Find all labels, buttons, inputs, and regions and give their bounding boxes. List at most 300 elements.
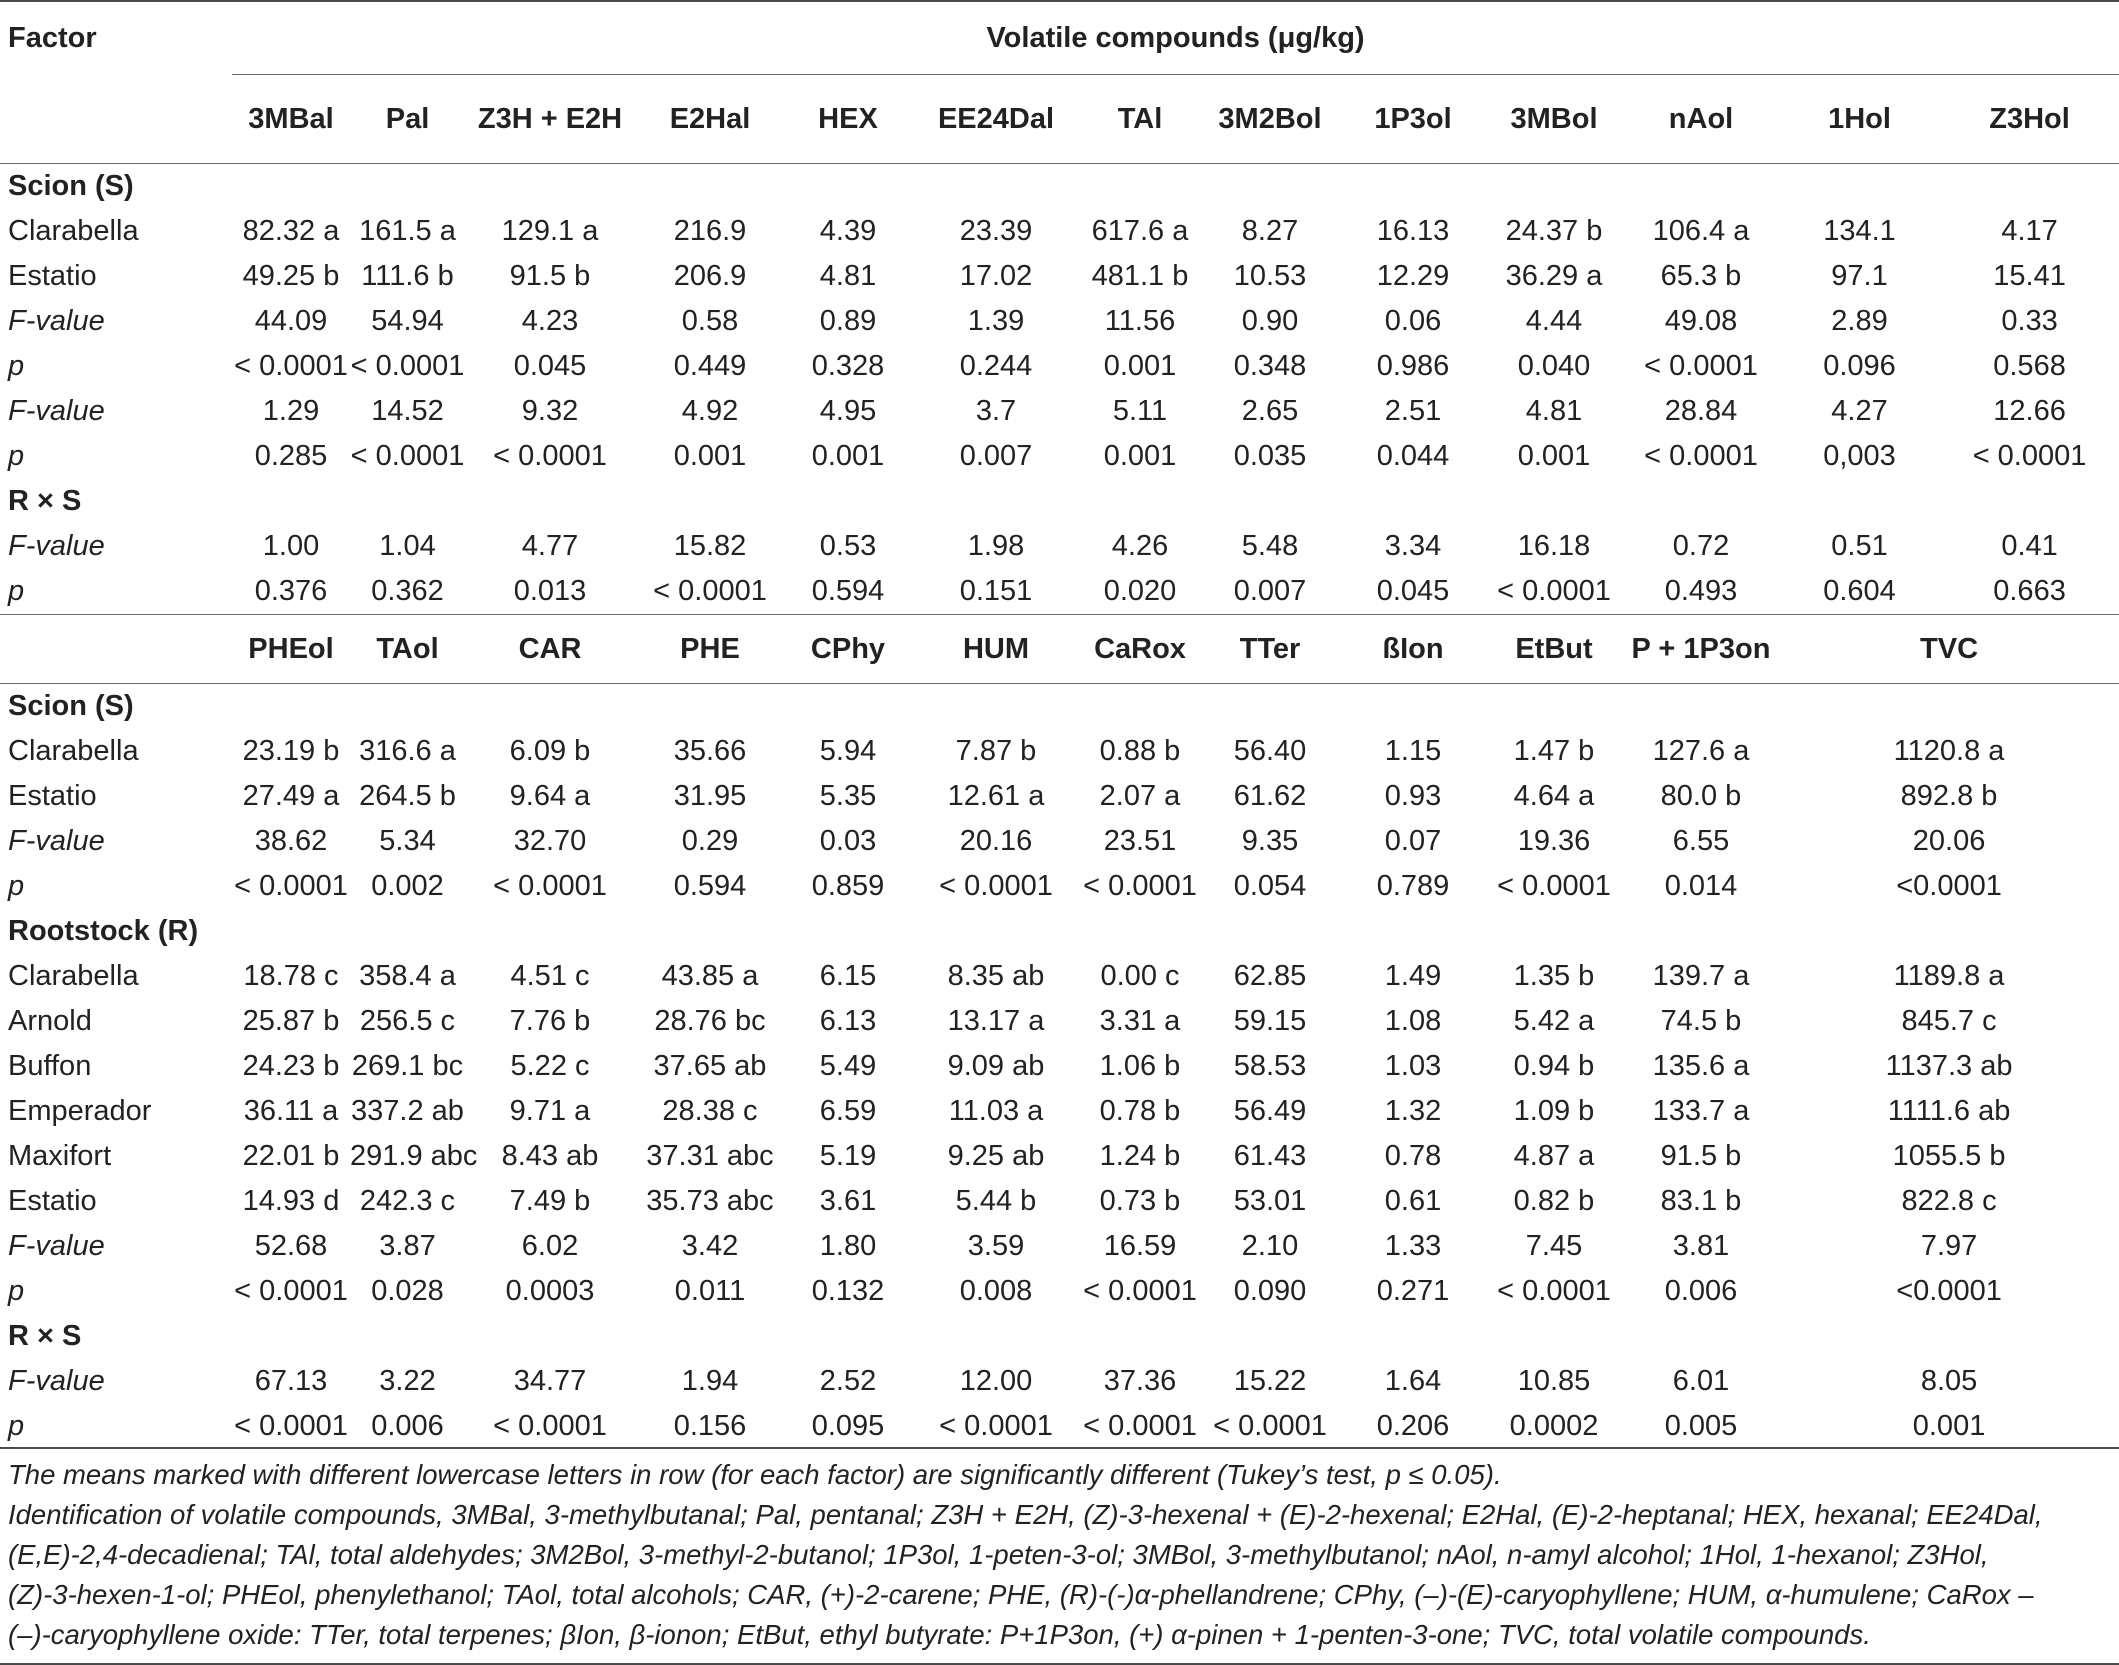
table-cell: 1.33 — [1384, 1230, 1442, 1262]
table-cell: 337.2 ab — [351, 1095, 464, 1127]
column-header: CAR — [465, 615, 635, 684]
table-cell: 56.40 — [1233, 735, 1307, 767]
table-cell: 845.7 c — [1901, 1005, 1997, 1037]
table-row — [0, 1404, 2119, 1449]
table-cell: 0.001 — [1517, 440, 1591, 472]
table-row — [0, 569, 2119, 615]
table-cell: 5.49 — [819, 1050, 877, 1082]
table-cell: 4.23 — [521, 305, 579, 337]
table-cell: 0.72 — [1672, 530, 1730, 562]
table-cell: 5.44 b — [955, 1185, 1037, 1217]
table-cell: 0.028 — [371, 1275, 444, 1307]
table-row — [0, 774, 2119, 819]
footnote-line-5: (–)-caryophyllene oxide: TTer, total terpenes; βIon, β-ionon; EtBut, ethyl butyrate: P+1P3on, (+) α-pinen + 1-penten-3-one; TVC, total volatile compounds. — [8, 1619, 1871, 1650]
factor-header: Factor — [0, 1, 232, 75]
section-row — [0, 909, 2119, 954]
table-cell: 0.156 — [673, 1410, 747, 1442]
table-cell: 6.09 b — [509, 735, 591, 767]
table-cell: 37.36 — [1103, 1365, 1177, 1397]
table-cell: 1.08 — [1384, 1005, 1442, 1037]
table-cell: 16.13 — [1376, 215, 1450, 247]
table-cell: 0.29 — [681, 825, 739, 857]
table-cell: 0.007 — [959, 440, 1033, 472]
table-cell: 0.568 — [1993, 350, 2066, 382]
row-label: p — [8, 1275, 25, 1307]
table-cell: 7.97 — [1920, 1230, 1978, 1262]
row-label: F-value — [8, 395, 105, 427]
table-cell: 12.61 a — [947, 780, 1045, 812]
table-cell: 316.6 a — [359, 735, 456, 767]
table-cell: 0.001 — [811, 440, 885, 472]
table-cell: 2.07 a — [1099, 780, 1181, 812]
table-cell: 3.59 — [967, 1230, 1025, 1262]
column-header-row — [0, 75, 2119, 164]
table-cell: 28.38 c — [662, 1095, 758, 1127]
table-cell: 49.08 — [1664, 305, 1738, 337]
table-row — [0, 1224, 2119, 1269]
table-cell: 161.5 a — [359, 215, 456, 247]
table-cell: 127.6 a — [1652, 735, 1750, 767]
table-cell: 1.47 b — [1513, 735, 1595, 767]
section-row — [0, 1314, 2119, 1359]
table-cell: 15.82 — [673, 530, 747, 562]
table-cell: 0.096 — [1823, 350, 1896, 382]
table-cell: 24.37 b — [1505, 215, 1603, 247]
table-cell: < 0.0001 — [493, 440, 607, 472]
table-cell: 0.001 — [1103, 440, 1177, 472]
table-row — [0, 1179, 2119, 1224]
table-cell: 0.986 — [1376, 350, 1450, 382]
table-cell: 129.1 a — [501, 215, 599, 247]
table-cell: 0.044 — [1376, 440, 1450, 472]
table-cell: 0.040 — [1517, 350, 1591, 382]
table-cell: 8.43 ab — [501, 1140, 599, 1172]
table-cell: 38.62 — [254, 825, 328, 857]
table-cell: 0.604 — [1779, 569, 1940, 615]
table-cell: 49.25 b — [242, 260, 340, 292]
table-cell: 1.15 — [1384, 735, 1442, 767]
table-cell: 106.4 a — [1652, 215, 1750, 247]
table-cell: 8.27 — [1241, 215, 1299, 247]
table-body — [0, 1, 2119, 1449]
table-cell: 22.01 b — [242, 1140, 340, 1172]
table-cell: 0.89 — [819, 305, 877, 337]
table-cell: < 0.0001 — [1083, 1275, 1197, 1307]
column-header: TTer — [1199, 615, 1341, 684]
table-cell: 62.85 — [1233, 960, 1307, 992]
table-cell: 5.11 — [1112, 395, 1168, 427]
table-cell: 481.1 b — [1091, 260, 1189, 292]
table-cell: 52.68 — [254, 1230, 328, 1262]
table-cell: 35.66 — [673, 735, 747, 767]
table-cell: 80.0 b — [1660, 780, 1742, 812]
row-label: Clarabella — [8, 215, 139, 247]
table-cell: 0.376 — [232, 569, 350, 615]
column-header: PHE — [635, 615, 785, 684]
table-cell: 5.35 — [819, 780, 877, 812]
row-label: p — [8, 1410, 25, 1442]
table-cell: 0.594 — [785, 569, 911, 615]
table-cell: 23.39 — [959, 215, 1033, 247]
table-cell: 34.77 — [513, 1365, 587, 1397]
table-cell: 0.244 — [959, 350, 1033, 382]
table-cell: 16.18 — [1517, 530, 1591, 562]
table-cell: 0.271 — [1376, 1275, 1450, 1307]
row-label: Estatio — [8, 780, 97, 812]
table-cell: < 0.0001 — [1083, 1410, 1197, 1442]
table-cell: 0.002 — [371, 870, 444, 902]
table-cell: 0.493 — [1623, 569, 1779, 615]
table-cell: 6.15 — [819, 960, 877, 992]
table-cell: < 0.0001 — [1497, 870, 1611, 902]
table-cell: 5.22 c — [510, 1050, 590, 1082]
table-cell: 12.00 — [959, 1365, 1033, 1397]
table-cell: 0.03 — [819, 825, 877, 857]
table-cell: 14.52 — [371, 395, 444, 427]
column-header-blank — [0, 615, 232, 684]
table-cell: 5.34 — [379, 825, 436, 857]
column-header: P + 1P3on — [1623, 615, 1779, 684]
table-cell: 2.65 — [1241, 395, 1299, 427]
table-cell: 9.35 — [1241, 825, 1299, 857]
table-cell: 0.449 — [673, 350, 747, 382]
table-cell: 25.87 b — [242, 1005, 340, 1037]
table-cell: 822.8 c — [1901, 1185, 1997, 1217]
table-cell: 91.5 b — [1660, 1140, 1742, 1172]
table-cell: 7.49 b — [509, 1185, 591, 1217]
table-cell: 35.73 abc — [646, 1185, 774, 1217]
table-cell: 23.19 b — [242, 735, 340, 767]
table-cell: 256.5 c — [359, 1005, 456, 1037]
table-row — [0, 389, 2119, 434]
table-cell: 0.41 — [2001, 530, 2058, 562]
table-cell: 16.59 — [1103, 1230, 1177, 1262]
row-label: F-value — [8, 825, 105, 857]
table-cell: < 0.0001 — [1644, 440, 1758, 472]
row-label: p — [8, 870, 25, 902]
table-cell: 18.78 c — [243, 960, 339, 992]
table-cell: 0.51 — [1831, 530, 1888, 562]
column-header: E2Hal — [635, 75, 785, 164]
table-row — [0, 1134, 2119, 1179]
table-cell: < 0.0001 — [350, 350, 465, 382]
table-cell: 1.49 — [1384, 960, 1442, 992]
column-header: Pal — [350, 75, 465, 164]
table-cell: 617.6 a — [1091, 215, 1189, 247]
table-cell: 6.59 — [819, 1095, 877, 1127]
table-row — [0, 729, 2119, 774]
row-label: Arnold — [8, 1005, 92, 1037]
table-cell: 67.13 — [254, 1365, 328, 1397]
column-header-blank — [0, 75, 232, 164]
table-cell: 6.01 — [1672, 1365, 1730, 1397]
table-cell: < 0.0001 — [939, 1410, 1053, 1442]
table-cell: 3.61 — [819, 1185, 877, 1217]
table-cell: 0.132 — [811, 1275, 885, 1307]
footnote-line-4: (Z)-3-hexen-1-ol; PHEol, phenylethanol; TAol, total alcohols; CAR, (+)-2-carene; PHE, (R)-(-)α-phellandrene; CPhy, (–)-(E)-caryophyllene; HUM, α-humulene; CaRox – — [8, 1579, 2034, 1610]
table-cell: 0.020 — [1081, 569, 1199, 615]
column-header: PHEol — [232, 615, 350, 684]
table-cell: 2.52 — [819, 1365, 877, 1397]
table-cell: < 0.0001 — [1497, 1275, 1611, 1307]
table-cell: 19.36 — [1517, 825, 1591, 857]
table-cell: 4.17 — [2001, 215, 2058, 247]
table-cell: 0.001 — [1103, 350, 1177, 382]
table-cell: 892.8 b — [1900, 780, 1998, 812]
table-cell: 17.02 — [959, 260, 1033, 292]
table-cell: 59.15 — [1233, 1005, 1307, 1037]
table-row — [0, 254, 2119, 299]
table-cell: 1.24 b — [1099, 1140, 1181, 1172]
table-cell: 1120.8 a — [1893, 735, 2005, 767]
table-cell: 20.06 — [1912, 825, 1986, 857]
column-header: EtBut — [1485, 615, 1623, 684]
table-cell: 206.9 — [673, 260, 747, 292]
column-header: nAol — [1623, 75, 1779, 164]
top-header-row — [0, 1, 2119, 75]
table-cell: 0.001 — [673, 440, 747, 472]
table-cell: 2.10 — [1241, 1230, 1299, 1262]
footnote-line-3: (E,E)-2,4-decadienal; TAl, total aldehydes; 3M2Bol, 3-methyl-2-butanol; 1P3ol, 1-peten-3-ol; 3MBol, 3-methylbutanol; nAol, n-amyl alcohol; 1Hol, 1-hexanol; Z3Hol, — [8, 1539, 1989, 1570]
table-cell: 3.34 — [1384, 530, 1442, 562]
table-cell: 216.9 — [673, 215, 747, 247]
table-cell: 5.94 — [819, 735, 877, 767]
table-cell: 36.29 a — [1505, 260, 1603, 292]
section-scion: Scion (S) — [8, 170, 134, 202]
table-footnotes — [0, 1447, 2119, 1665]
column-header: 1Hol — [1779, 75, 1940, 164]
table-cell: < 0.0001 — [635, 569, 785, 615]
table-cell: 9.25 ab — [947, 1140, 1045, 1172]
table-cell: 135.6 a — [1652, 1050, 1750, 1082]
table-cell: 20.16 — [959, 825, 1033, 857]
column-header: HEX — [785, 75, 911, 164]
column-header-row — [0, 615, 2119, 684]
table-cell: 27.49 a — [242, 780, 340, 812]
table-cell: 1189.8 a — [1893, 960, 2005, 992]
column-header: EE24Dal — [911, 75, 1081, 164]
table-cell: 43.85 a — [661, 960, 759, 992]
column-header: 3MBal — [232, 75, 350, 164]
table-cell: 6.02 — [521, 1230, 579, 1262]
table-cell: 0.001 — [1912, 1410, 1986, 1442]
table-row — [0, 524, 2119, 569]
table-cell: 37.31 abc — [646, 1140, 774, 1172]
table-cell: 291.9 abc — [350, 1140, 478, 1172]
table-cell: 0.0002 — [1509, 1410, 1599, 1442]
table-cell: 6.13 — [819, 1005, 877, 1037]
table-cell: 0.07 — [1384, 825, 1442, 857]
table-cell: 82.32 a — [242, 215, 340, 247]
table-cell: 0.008 — [959, 1275, 1033, 1307]
table-cell: 0.011 — [674, 1275, 746, 1307]
table-cell: 1.98 — [967, 530, 1025, 562]
table-cell: 3.7 — [975, 395, 1017, 427]
table-cell: 4.44 — [1525, 305, 1583, 337]
table-cell: <0.0001 — [1896, 870, 2002, 902]
table-cell: 1.35 b — [1513, 960, 1595, 992]
table-cell: 4.39 — [819, 215, 877, 247]
table-cell: 0.90 — [1241, 305, 1299, 337]
table-cell: 1.80 — [819, 1230, 877, 1262]
table-cell: 9.09 ab — [947, 1050, 1045, 1082]
table-cell: 3.81 — [1672, 1230, 1730, 1262]
table-cell: 0.663 — [1940, 569, 2119, 615]
table-cell: 28.76 bc — [654, 1005, 766, 1037]
section-row — [0, 164, 2119, 210]
table-cell: 0.61 — [1384, 1185, 1442, 1217]
table-cell: 3.22 — [379, 1365, 436, 1397]
table-cell: < 0.0001 — [234, 870, 348, 902]
row-label: F-value — [8, 530, 105, 562]
column-header: Z3Hol — [1940, 75, 2119, 164]
table-cell: 0.859 — [811, 870, 885, 902]
table-cell: 0.328 — [811, 350, 885, 382]
table-cell: 0.014 — [1664, 870, 1738, 902]
table-cell: 1055.5 b — [1892, 1140, 2006, 1172]
table-cell: 0.090 — [1233, 1275, 1307, 1307]
table-cell: 54.94 — [371, 305, 444, 337]
table-row — [0, 1089, 2119, 1134]
table-row — [0, 819, 2119, 864]
table-cell: 7.45 — [1525, 1230, 1583, 1262]
volatile-compounds-header: Volatile compounds (μg/kg) — [232, 1, 2119, 75]
section-rxs: R × S — [8, 485, 82, 517]
table-row — [0, 209, 2119, 254]
section-rxs: R × S — [8, 1320, 82, 1352]
table-cell: 0.285 — [254, 440, 328, 472]
table-cell: < 0.0001 — [234, 1275, 348, 1307]
table-cell: < 0.0001 — [234, 1410, 348, 1442]
table-cell: 12.29 — [1376, 260, 1450, 292]
table-cell: 97.1 — [1831, 260, 1888, 292]
row-label: F-value — [8, 1365, 105, 1397]
table-cell: 1.32 — [1384, 1095, 1442, 1127]
table-cell: 4.81 — [819, 260, 877, 292]
table-cell: 0.006 — [1664, 1275, 1738, 1307]
table-cell: 269.1 bc — [351, 1050, 464, 1082]
table-cell: 134.1 — [1823, 215, 1896, 247]
table-cell: 0.005 — [1664, 1410, 1738, 1442]
table-cell: 2.51 — [1384, 395, 1442, 427]
table-cell: 74.5 b — [1660, 1005, 1742, 1037]
table-cell: 4.92 — [681, 395, 739, 427]
table-cell: 0.58 — [681, 305, 739, 337]
table-cell: 14.93 d — [242, 1185, 340, 1217]
table-cell: <0.0001 — [1896, 1275, 2002, 1307]
table-cell: 91.5 b — [509, 260, 591, 292]
table-cell: 1111.6 ab — [1887, 1095, 2011, 1127]
table-cell: 0.78 — [1384, 1140, 1442, 1172]
table-cell: 13.17 a — [947, 1005, 1045, 1037]
table-cell: 4.95 — [819, 395, 877, 427]
table-cell: 0.006 — [371, 1410, 444, 1442]
row-label: Estatio — [8, 260, 97, 292]
table-cell: 0,003 — [1823, 440, 1896, 472]
table-cell: < 0.0001 — [1213, 1410, 1327, 1442]
column-header: CPhy — [785, 615, 911, 684]
table-cell: 1.94 — [681, 1365, 739, 1397]
table-cell: 6.55 — [1672, 825, 1730, 857]
table-cell: 0.94 b — [1513, 1050, 1595, 1082]
column-header: Z3H + E2H — [465, 75, 635, 164]
table-cell: < 0.0001 — [350, 440, 465, 472]
table-cell: 242.3 c — [359, 1185, 456, 1217]
table-cell: 0.045 — [1341, 569, 1485, 615]
table-row — [0, 1269, 2119, 1314]
table-cell: 1.06 b — [1099, 1050, 1181, 1082]
table-cell: 10.85 — [1517, 1365, 1591, 1397]
table-cell: 0.362 — [350, 569, 465, 615]
table-cell: 4.26 — [1111, 530, 1169, 562]
footnote-line-1: The means marked with different lowercase letters in row (for each factor) are significantly different (Tukey’s test, p ≤ 0.05). — [8, 1459, 1502, 1490]
table-row — [0, 999, 2119, 1044]
table-cell: < 0.0001 — [1644, 350, 1758, 382]
table-cell: 0.00 c — [1100, 960, 1180, 992]
column-header: 3M2Bol — [1199, 75, 1341, 164]
table-cell: 5.42 a — [1513, 1005, 1595, 1037]
table-cell: < 0.0001 — [1972, 440, 2087, 472]
table-cell: 3.31 a — [1099, 1005, 1181, 1037]
column-header: HUM — [911, 615, 1081, 684]
table-cell: 5.19 — [819, 1140, 877, 1172]
table-cell: 31.95 — [673, 780, 747, 812]
table-cell: 0.206 — [1376, 1410, 1450, 1442]
section-row — [0, 684, 2119, 730]
table-cell: 32.70 — [513, 825, 587, 857]
table-cell: 36.11 a — [243, 1095, 339, 1127]
table-cell: 139.7 a — [1652, 960, 1750, 992]
table-cell: 0.06 — [1384, 305, 1442, 337]
table-cell: 0.348 — [1233, 350, 1307, 382]
row-label: Maxifort — [8, 1140, 112, 1172]
row-label: Estatio — [8, 1185, 97, 1217]
row-label: Clarabella — [8, 735, 139, 767]
section-scion: Scion (S) — [8, 690, 134, 722]
table-cell: 3.42 — [681, 1230, 739, 1262]
table-cell: 0.095 — [811, 1410, 885, 1442]
table-cell: < 0.0001 — [234, 350, 348, 382]
row-label: Emperador — [8, 1095, 152, 1127]
table-cell: 5.48 — [1241, 530, 1299, 562]
table-cell: 0.82 b — [1513, 1185, 1595, 1217]
table-cell: 9.64 a — [509, 780, 591, 812]
table-row — [0, 299, 2119, 344]
table-cell: 0.73 b — [1099, 1185, 1181, 1217]
column-header: ßIon — [1341, 615, 1485, 684]
table-cell: 1.03 — [1384, 1050, 1442, 1082]
table-cell: 0.007 — [1199, 569, 1341, 615]
table-row — [0, 864, 2119, 909]
table-cell: 0.035 — [1233, 440, 1307, 472]
table-cell: 58.53 — [1233, 1050, 1307, 1082]
table-cell: 1.04 — [379, 530, 436, 562]
column-header: TAl — [1081, 75, 1199, 164]
table-cell: 44.09 — [254, 305, 328, 337]
table-cell: 37.65 ab — [653, 1050, 767, 1082]
table-cell: 358.4 a — [359, 960, 456, 992]
table-cell: 4.51 c — [510, 960, 590, 992]
column-header: 3MBol — [1485, 75, 1623, 164]
table-cell: 1.09 b — [1513, 1095, 1595, 1127]
table-cell: 0.594 — [673, 870, 747, 902]
table-cell: 8.35 ab — [947, 960, 1045, 992]
table-row — [0, 434, 2119, 479]
table-cell: < 0.0001 — [493, 1410, 607, 1442]
footnote-line-2: Identification of volatile compounds, 3MBal, 3-methylbutanal; Pal, pentanal; Z3H + E2H, (Z)-3-hexenal + (E)-2-hexenal; E2Hal, (E)-2-heptanal; HEX, hexanal; EE24Dal, — [8, 1499, 2043, 1530]
table-cell: 0.33 — [2001, 305, 2058, 337]
column-header: CaRox — [1081, 615, 1199, 684]
